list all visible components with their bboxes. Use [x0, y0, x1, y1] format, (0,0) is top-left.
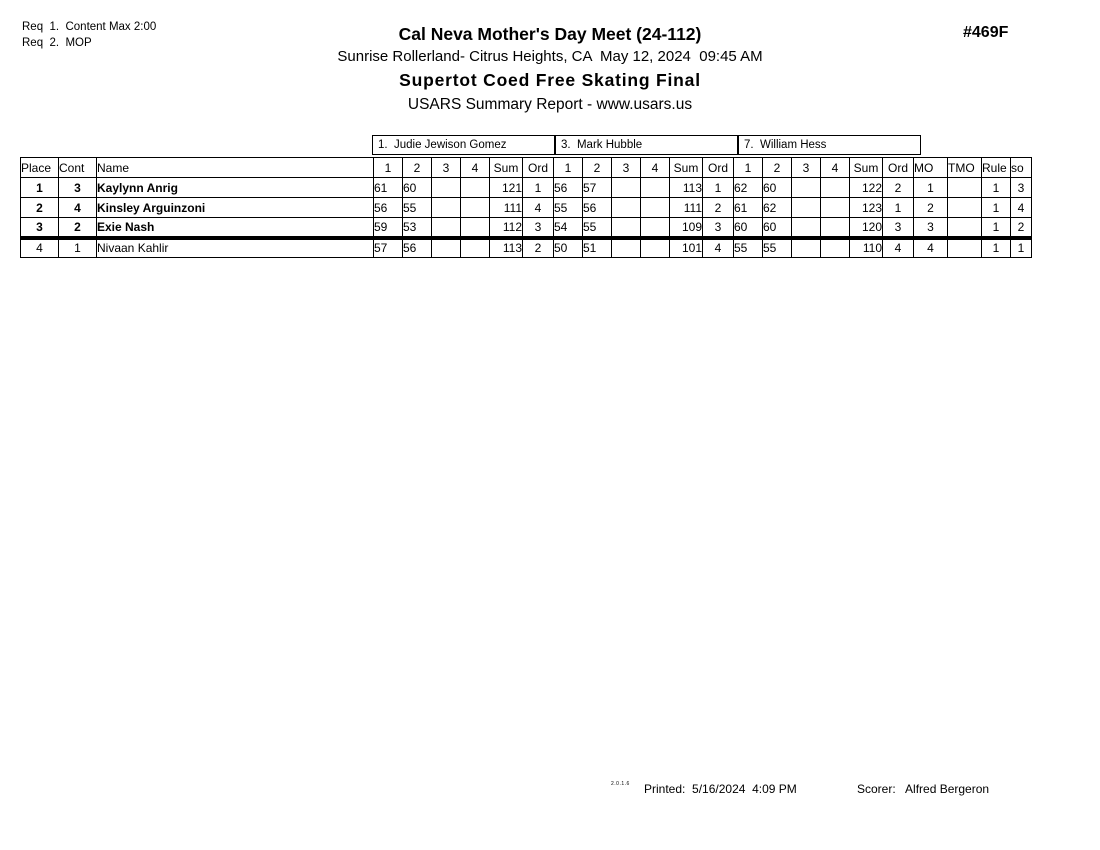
judge3-mark4-cell: [821, 218, 850, 238]
header-row: [21, 158, 1032, 178]
col-header-judge1-4: 4: [461, 158, 490, 178]
col-header-judge2-4: 4: [641, 158, 670, 178]
judge3-mark2-cell: 62: [763, 198, 792, 218]
meet-title: Cal Neva Mother's Day Meet (24-112): [398, 24, 702, 44]
skater-name-cell: Kaylynn Anrig: [97, 178, 374, 198]
judge2-mark1-cell: 56: [554, 178, 583, 198]
judge2-sum-cell: 113: [670, 178, 703, 198]
col-header-so: so: [1011, 158, 1032, 178]
judge3-sum-cell: 123: [850, 198, 883, 218]
judge2-mark1-cell: 50: [554, 238, 583, 258]
col-header-judge1-sum: Sum: [490, 158, 523, 178]
judge1-ordinal-cell: 4: [523, 198, 554, 218]
judge1-ordinal-cell: 3: [523, 218, 554, 238]
judge3-mark2-cell: 60: [763, 218, 792, 238]
judge3-ordinal-cell: 2: [883, 178, 914, 198]
contestant-number-cell: 4: [59, 198, 97, 218]
scorer-line: [857, 782, 989, 796]
report-header: [0, 24, 1100, 115]
col-header-judge2-2: 2: [583, 158, 612, 178]
skater-name-cell: Kinsley Arguinzoni: [97, 198, 374, 218]
total-majority-ordinal-cell: [948, 198, 982, 218]
majority-ordinal-cell: 1: [914, 178, 948, 198]
judge2-mark4-cell: [641, 238, 670, 258]
results-table: [20, 157, 1032, 258]
judge2-mark2-cell: 55: [583, 218, 612, 238]
majority-ordinal-cell: 2: [914, 198, 948, 218]
col-header-judge3-2: 2: [763, 158, 792, 178]
scorer-value-wrap: [896, 782, 905, 796]
software-version: 2.0.1.6: [611, 781, 630, 787]
total-majority-ordinal-cell: [948, 218, 982, 238]
judge2-mark1-cell: 55: [554, 198, 583, 218]
skater-name-cell: Exie Nash: [97, 218, 374, 238]
col-header-judge1-2: 2: [403, 158, 432, 178]
judge2-mark2-cell: 51: [583, 238, 612, 258]
judge2-mark4-cell: [641, 178, 670, 198]
printed-value: 5/16/2024 4:09 PM: [692, 782, 797, 796]
judge2-sum-cell: 111: [670, 198, 703, 218]
col-header-judge1-3: 3: [432, 158, 461, 178]
scorer-label: Scorer:: [857, 782, 896, 796]
judge3-ordinal-cell: 4: [883, 238, 914, 258]
judge3-ordinal-cell: 3: [883, 218, 914, 238]
place-cell: 4: [21, 238, 59, 258]
judge1-mark1-cell: 57: [374, 238, 403, 258]
col-header-judge1-1: 1: [374, 158, 403, 178]
judge2-ordinal-cell: 1: [703, 178, 734, 198]
judge3-sum-cell: 122: [850, 178, 883, 198]
requirement-line-2: Req 2. MOP: [22, 37, 92, 49]
col-header-rule: Rule: [982, 158, 1011, 178]
printed-label: Printed:: [644, 782, 686, 796]
judge1-mark3-cell: [432, 178, 461, 198]
judge3-mark4-cell: [821, 198, 850, 218]
judge1-mark1-cell: 61: [374, 178, 403, 198]
judge1-mark3-cell: [432, 198, 461, 218]
judge1-mark4-cell: [461, 178, 490, 198]
judge3-mark4-cell: [821, 238, 850, 258]
event-title: Supertot Coed Free Skating Final: [399, 70, 701, 90]
judge1-ordinal-cell: 1: [523, 178, 554, 198]
col-header-tmo: TMO: [948, 158, 982, 178]
judge2-sum-cell: 109: [670, 218, 703, 238]
judge3-mark1-cell: 55: [734, 238, 763, 258]
judge1-mark2-cell: 56: [403, 238, 432, 258]
judge2-mark3-cell: [612, 238, 641, 258]
judge1-sum-cell: 113: [490, 238, 523, 258]
place-cell: 2: [21, 198, 59, 218]
judge1-mark3-cell: [432, 238, 461, 258]
judge-header-1: 1. Judie Jewison Gomez: [372, 135, 555, 155]
sum-ordinals-cell: 1: [1011, 238, 1032, 258]
skater-row: [21, 178, 1032, 198]
col-header-judge2-1: 1: [554, 158, 583, 178]
judge2-mark3-cell: [612, 198, 641, 218]
judge2-mark3-cell: [612, 218, 641, 238]
judge3-mark2-cell: 55: [763, 238, 792, 258]
judge3-sum-cell: 120: [850, 218, 883, 238]
total-majority-ordinal-cell: [948, 178, 982, 198]
skater-row: [21, 218, 1032, 238]
judge-header-3: 7. William Hess: [738, 135, 921, 155]
sum-ordinals-cell: 4: [1011, 198, 1032, 218]
judge1-mark1-cell: 56: [374, 198, 403, 218]
majority-ordinal-cell: 3: [914, 218, 948, 238]
scorer-value: Alfred Bergeron: [905, 782, 990, 796]
judge1-sum-cell: 111: [490, 198, 523, 218]
col-header-judge2-ord: Ord: [703, 158, 734, 178]
judge1-mark3-cell: [432, 218, 461, 238]
judge1-sum-cell: 112: [490, 218, 523, 238]
col-header-judge3-1: 1: [734, 158, 763, 178]
skater-row: [21, 198, 1032, 218]
judge2-mark2-cell: 56: [583, 198, 612, 218]
rule-cell: 1: [982, 198, 1011, 218]
col-header-judge2-3: 3: [612, 158, 641, 178]
judge1-sum-cell: 121: [490, 178, 523, 198]
judge3-mark1-cell: 60: [734, 218, 763, 238]
judge2-mark4-cell: [641, 218, 670, 238]
col-header-judge3-4: 4: [821, 158, 850, 178]
sum-ordinals-cell: 3: [1011, 178, 1032, 198]
judge3-mark1-cell: 61: [734, 198, 763, 218]
rule-cell: 1: [982, 238, 1011, 258]
place-cell: 3: [21, 218, 59, 238]
contestant-number-cell: 2: [59, 218, 97, 238]
sum-ordinals-cell: 2: [1011, 218, 1032, 238]
judge1-mark4-cell: [461, 218, 490, 238]
judge2-sum-cell: 101: [670, 238, 703, 258]
report-type-line: USARS Summary Report - www.usars.us: [407, 96, 693, 113]
skater-name-cell: Nivaan Kahlir: [97, 238, 374, 258]
rule-cell: 1: [982, 178, 1011, 198]
col-header-judge3-3: 3: [792, 158, 821, 178]
results-body: [21, 178, 1032, 258]
requirement-line-1: Req 1. Content Max 2:00: [22, 21, 157, 33]
judge1-mark2-cell: 55: [403, 198, 432, 218]
judge2-mark3-cell: [612, 178, 641, 198]
col-header-mo: MO: [914, 158, 948, 178]
col-header-judge3-sum: Sum: [850, 158, 883, 178]
judge2-mark4-cell: [641, 198, 670, 218]
majority-ordinal-cell: 4: [914, 238, 948, 258]
judge2-ordinal-cell: 3: [703, 218, 734, 238]
judge2-mark2-cell: 57: [583, 178, 612, 198]
judge-header-2: 3. Mark Hubble: [555, 135, 738, 155]
skater-row: [21, 238, 1032, 258]
judge3-ordinal-cell: 1: [883, 198, 914, 218]
col-header-place: Place: [21, 158, 59, 178]
col-header-judge3-ord: Ord: [883, 158, 914, 178]
col-header-judge1-ord: Ord: [523, 158, 554, 178]
judge3-mark1-cell: 62: [734, 178, 763, 198]
judge2-ordinal-cell: 2: [703, 198, 734, 218]
venue-date-line: Sunrise Rollerland- Citrus Heights, CA May 12, 2024 09:45 AM: [337, 48, 763, 65]
results-head: [21, 158, 1032, 178]
judge1-mark2-cell: 53: [403, 218, 432, 238]
judge2-mark1-cell: 54: [554, 218, 583, 238]
col-header-name: Name: [97, 158, 374, 178]
judge3-mark4-cell: [821, 178, 850, 198]
contestant-number-cell: 3: [59, 178, 97, 198]
judge1-mark2-cell: 60: [403, 178, 432, 198]
contestant-number-cell: 1: [59, 238, 97, 258]
judge3-mark3-cell: [792, 198, 821, 218]
judge2-ordinal-cell: 4: [703, 238, 734, 258]
place-cell: 1: [21, 178, 59, 198]
judge1-ordinal-cell: 2: [523, 238, 554, 258]
col-header-judge2-sum: Sum: [670, 158, 703, 178]
judge3-sum-cell: 110: [850, 238, 883, 258]
col-header-cont: Cont: [59, 158, 97, 178]
judge3-mark2-cell: 60: [763, 178, 792, 198]
judge1-mark4-cell: [461, 238, 490, 258]
judge3-mark3-cell: [792, 218, 821, 238]
judge1-mark1-cell: 59: [374, 218, 403, 238]
judge3-mark3-cell: [792, 238, 821, 258]
rule-cell: 1: [982, 218, 1011, 238]
judge1-mark4-cell: [461, 198, 490, 218]
judge3-mark3-cell: [792, 178, 821, 198]
total-majority-ordinal-cell: [948, 238, 982, 258]
printed-timestamp: [644, 782, 797, 796]
program-number: #469F: [963, 24, 1009, 41]
